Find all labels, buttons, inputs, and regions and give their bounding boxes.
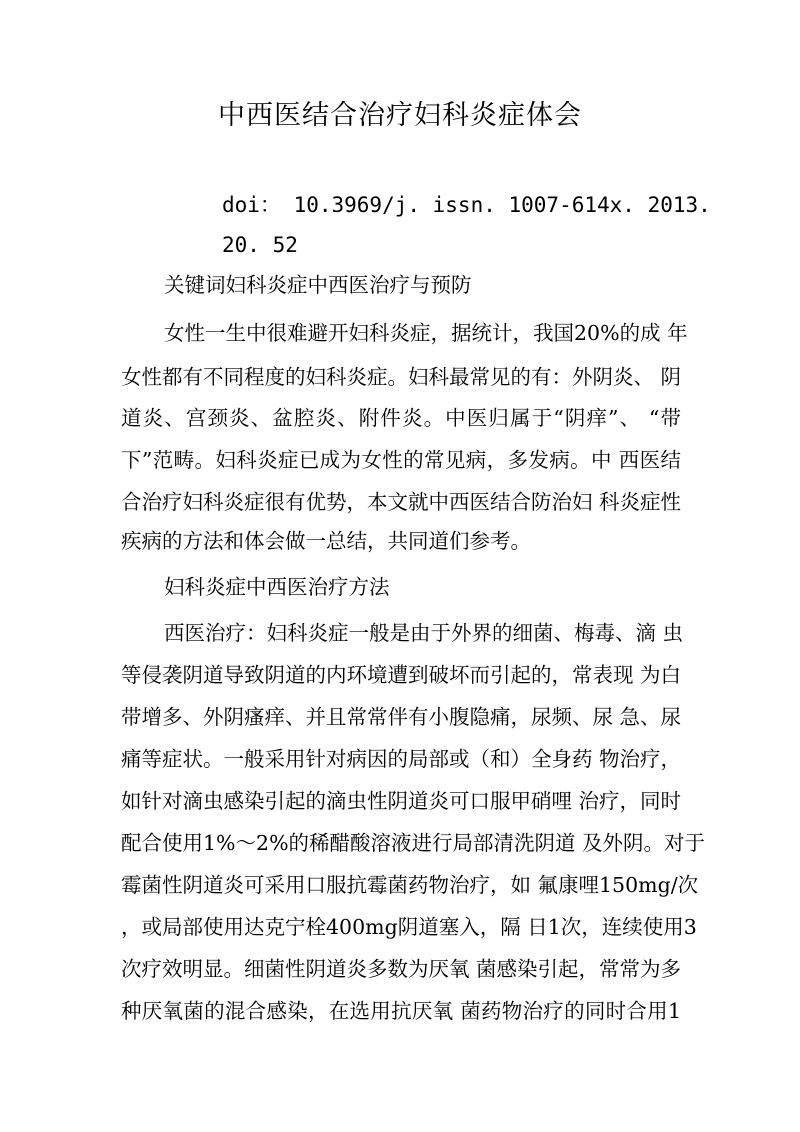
para2-line-2: 等侵袭阴道导致阴道的内环境遭到破坏而引起的，常表现 为白: [121, 663, 682, 687]
para1-line-6: 疾病的方法和体会做一总结，共同道们参考。: [121, 529, 531, 553]
doi-line-2: 20. 52: [222, 233, 298, 257]
keywords-line: 关键词妇科炎症中西医治疗与预防: [164, 273, 472, 297]
section-heading: 妇科炎症中西医治疗方法: [164, 575, 390, 599]
para1-line-2: 女性都有不同程度的妇科炎症。妇科最常见的有：外阴炎、 阴: [121, 365, 682, 389]
para1-line-4: 下”范畴。妇科炎症已成为女性的常见病，多发病。中 西医结: [121, 448, 681, 472]
doi-line-1: doi： 10.3969/j. issn. 1007-614x. 2013.: [222, 193, 711, 217]
para1-line-1: 女性一生中很难避开妇科炎症，据统计，我国20%的成 年: [164, 321, 688, 345]
para2-line-3: 带增多、外阴瘙痒、并且常常伴有小腹隐痛，尿频、尿 急、尿: [121, 705, 682, 729]
para2-line-9: 次疗效明显。细菌性阴道炎多数为厌氧 菌感染引起，常常为多: [121, 957, 682, 981]
para2-line-4: 痛等症状。一般采用针对病因的局部或（和）全身药 物治疗，: [121, 747, 682, 771]
para2-line-6: 配合使用1%〜2%的稀醋酸溶液进行局部清洗阴道 及外阴。对于: [121, 831, 706, 855]
para2-line-10: 种厌氧菌的混合感染，在选用抗厌氧 菌药物治疗的同时合用1: [121, 999, 681, 1023]
para2-line-8: ，或局部使用达克宁栓400mg阴道塞入，隔 日1次，连续使用3: [121, 915, 697, 939]
para2-line-7: 霉菌性阴道炎可采用口服抗霉菌药物治疗，如 氟康哩150mg/次: [121, 873, 699, 897]
para1-line-3: 道炎、宫颈炎、盆腔炎、附件炎。中医归属于“阴痒”、 “带: [121, 406, 681, 430]
para1-line-5: 合治疗妇科炎症很有优势，本文就中西医结合防治妇 科炎症性: [121, 490, 682, 514]
article-title: 中西医结合治疗妇科炎症体会: [218, 100, 582, 131]
para2-line-5: 如针对滴虫感染引起的滴虫性阴道炎可口服甲硝哩 治疗，同时: [121, 789, 682, 813]
para2-line-1: 西医治疗：妇科炎症一般是由于外界的细菌、梅毒、滴 虫: [164, 621, 684, 645]
